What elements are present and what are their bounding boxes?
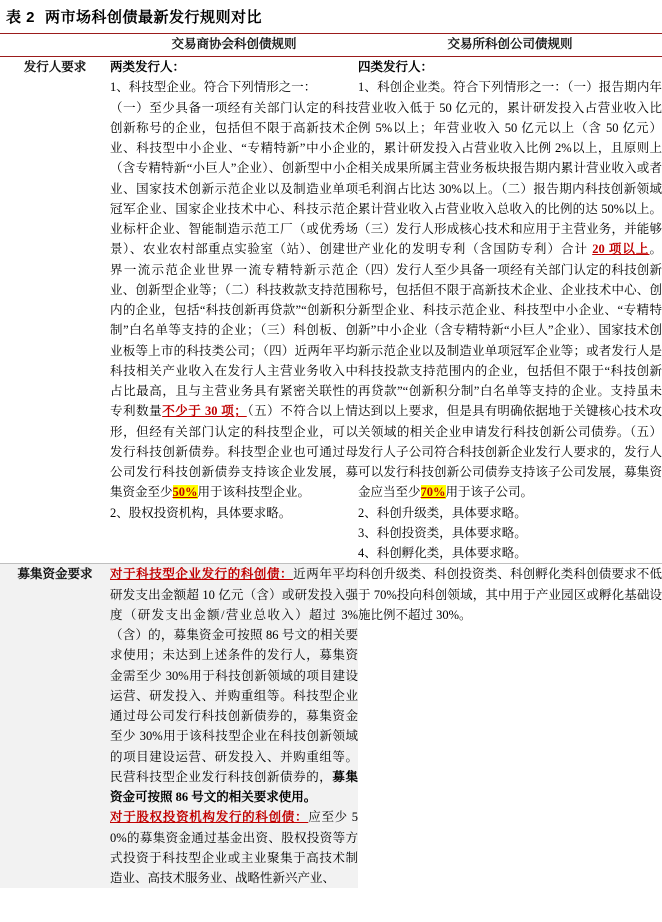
table-number: 表 2 — [6, 9, 36, 26]
issuer-b-p1-post: 。（四）发行人至少具备一项经有关部门认定的科技创新称号，包括但不限于高新技术企业、企业技术中心、创新型企业、科技示范企业、科技型中小企业、“专精特新”中小企业（含专精特新“小巨人”企业）、国家技术创新示范企业以及制造业单项冠军企业等；或者发行人是科技投款支持范围内的企业，包括但不限于“科技创新再贷款”“创新积分制”白名单等支持的企业。支持虽未达到以上要求，但是具有明确依据地于关键核心技术攻关领域的相关企业申请发行科技创新公司债券。（五）发行人子公司符合科技创新企业发行人要求的，发行人可以发行科技创新公司债券支持该子公司发展，募集资金应当至少 — [358, 242, 662, 500]
proceeds-a-heading2: 对于股权投资机构发行的科创债： — [110, 810, 309, 825]
issuer-b-heading: 四类发行人： — [358, 60, 434, 74]
table-row — [0, 57, 662, 564]
issuer-a-p2-tail: （五）不符合以上情形，但经有关部门认定的科技型企业，可以发行科技创新债券。科技型企业也可通过母公司发行科技创新债券支持该企业发展，募集资金至少 — [110, 404, 358, 500]
row-label-proceeds-requirements: 募集资金要求 — [0, 564, 110, 889]
proceeds-a-p1-bold: 募集资金可按照 86 号文的相关要求使用。 — [110, 769, 358, 804]
issuer-a-p3: 2、股权投资机构，具体要求略。 — [110, 505, 292, 520]
issuer-b-p1-emphasis: 20 项以上 — [592, 242, 650, 257]
issuer-a-p2-emphasis: 不少于 30 项； — [162, 404, 247, 419]
cell-proceeds-association — [110, 564, 358, 889]
issuer-a-p1: 1、科技型企业。符合下列情形之一： — [110, 80, 317, 95]
issuer-a-p2-highlight: 50% — [172, 485, 198, 500]
header-col-exchange: 交易所科创公司债规则 — [358, 34, 662, 57]
comparison-table — [0, 33, 662, 888]
row-label-issuer-requirements: 发行人要求 — [0, 57, 110, 564]
table-title — [0, 0, 662, 33]
proceeds-a-block1 — [110, 564, 358, 807]
table-title-text: 两市场科创债最新发行规则对比 — [45, 9, 263, 26]
cell-issuer-exchange — [358, 57, 662, 564]
header-col-association: 交易商协会科创债规则 — [110, 34, 358, 57]
issuer-b-p4: 4、科创孵化类，具体要求略。 — [358, 546, 527, 560]
proceeds-a-p1: 近两年平均研发支出金额超 10 亿元（含）或研发投入强度（研发支出金额/营业总收入）超过 3%（含）的，募集资金可按照 86 号文的相关要求使用；未达到上述条件的发行人，募集资金需至少 30%用于科技创新领域的项目建设运营、研发投入、并购重组等。科技型企业通过母公司发行科技创新债券的，募集资金至少 30%用于该科技型企业在科技创新领域的项目建设运营、研发投入、并购重组等。民营科技型企业发行科技创新债券的， — [110, 567, 358, 784]
proceeds-a-heading1: 对于科技型企业发行的科创债： — [110, 567, 294, 582]
issuer-b-p2: 2、科创升级类，具体要求略。 — [358, 505, 527, 520]
cell-proceeds-exchange — [358, 564, 662, 889]
table-header-row — [0, 34, 662, 57]
proceeds-a-block2 — [110, 807, 358, 888]
issuer-b-p1-highlight: 70% — [420, 485, 446, 500]
proceeds-b-p1: 科创升级类、科创投资类、科创孵化类科创债要求不低于 70%投向科创领域，其中用于产业园区或孵化基础设施比例不超过 30%。 — [358, 567, 662, 622]
issuer-b-p1-end: 用于该子公司。 — [445, 485, 534, 500]
cell-issuer-association — [110, 57, 358, 564]
issuer-a-p2 — [110, 98, 358, 503]
issuer-a-p2-end: 用于该科技型企业。 — [197, 485, 311, 500]
header-blank — [0, 34, 110, 57]
issuer-a-heading: 两类发行人： — [110, 60, 186, 74]
issuer-b-p3: 3、科创投资类，具体要求略。 — [358, 525, 527, 540]
issuer-b-p1 — [358, 77, 662, 502]
issuer-b-p1-pre: 1、科创企业类。符合下列情形之一：（一）报告期内年营业收入低于 50 亿元的，累计研发投入占营业收入比例 5%以上；年营业收入 50 亿元以上（含 50 亿元）的，累计研发投入占营业收入比例 2%以上，且原则上相关成果所属主营业务板块报告期内累计营业收入或者毛利润占比达 30%以上。（二）报告期内科技创新领域累计营业收入占营业收入总收入的比例的达 50%以上。（三）发行人形成核心技术和应用于主营业务，并能够产业化的发明专利（含国防专利）合计 — [358, 80, 662, 257]
proceeds-a-p2: 应至少 50%的募集资金通过基金出资、股权投资等方式投资于科技型企业或主业聚集于高技术制造业、高技术服务业、战略性新兴产业、 — [110, 810, 358, 885]
issuer-a-p2-text: （一）至少具备一项经有关部门认定的科技创新称号的企业，包括但不限于高新技术企业、科技型中小企业、“专精特新”中小企业（含专精特新“小巨人”企业）、创新型中小企业、国家技术创新示范企业以及制造业单项冠军企业、国家企业技术中心、科技示范企业标杆企业、智能制造示范工厂（或优秀场景）、农业农村部重点实验室（站）、创建世界一流示范企业世界一流专精特新示范企业、创新型企业等；（二）科技救款支持范围内的企业，包括“科技创新再贷款”“创新积分制”白名单等支持的企业；（三）科创板、创业板等上市的科技类公司；（四）近两年平均科技相关产业收入在发行人主营业务收入中占比最高，且与主营业务具有紧密关联性的专利数量 — [110, 100, 358, 419]
table-row — [0, 564, 662, 889]
